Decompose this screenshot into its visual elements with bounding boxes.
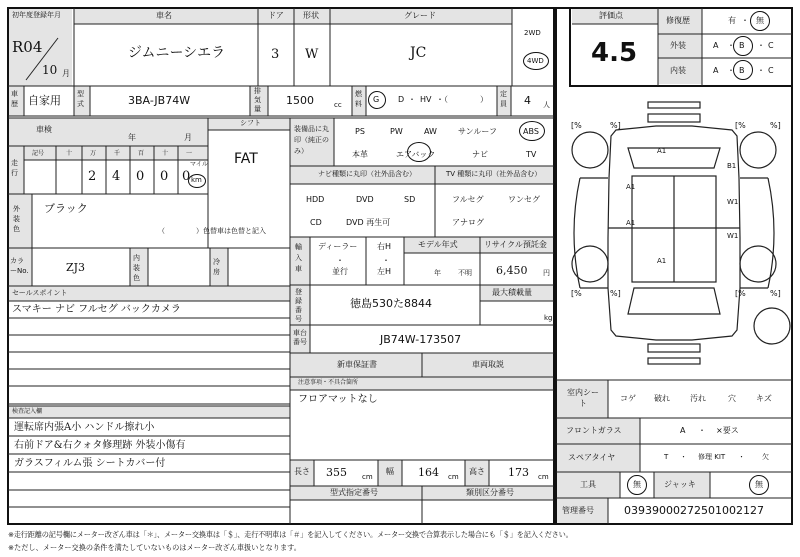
month-unit: 月	[62, 69, 70, 78]
diagram-bracket: [%	[571, 289, 582, 298]
exterior-label: 外装	[670, 41, 686, 50]
cooler-label: 冷房	[213, 258, 220, 276]
manual-label: 車両取説	[472, 360, 504, 369]
chassis-value: JB74W-173507	[380, 333, 462, 346]
unit-mile: マイル	[190, 161, 208, 168]
shift-value: FAT	[234, 151, 258, 167]
windshield-label: フロントガラス	[566, 426, 622, 435]
displacement-value: 1500	[286, 94, 314, 107]
mgmt-value: 03939000272501002127	[624, 504, 764, 517]
color-paren: （	[158, 227, 165, 235]
wheel-front-right	[740, 132, 776, 168]
sales-point-label: セールスポイント	[12, 289, 68, 297]
door-value: 3	[271, 47, 280, 62]
navi-label: ナビ種類に丸印（社外品含む）	[318, 170, 416, 178]
first-reg-year: R04	[12, 38, 43, 56]
shape-value: W	[305, 47, 319, 62]
mileage-digit: 0	[182, 169, 191, 184]
damage-mark: A1	[626, 183, 636, 191]
grade-value: JC	[410, 45, 427, 61]
inspector-line: ガラスフィルム張 シートカバー付	[14, 458, 166, 469]
interior-label: 内装色	[133, 254, 140, 282]
inspection-month-unit: 月	[184, 133, 192, 142]
fuel-g: G	[373, 95, 380, 104]
inspector-label: 検査記入欄	[12, 408, 43, 415]
fuel-d: D	[398, 95, 405, 104]
usage-label: 車歴	[11, 90, 18, 108]
repair-label: 修復歴	[666, 16, 690, 25]
width-label: 幅	[386, 467, 394, 476]
wheel-rear-left	[572, 246, 608, 282]
footer-note-2: ※ただし、メーター交換の条件を満たしていないものはメーター改ざん車扱いとなります。	[8, 543, 301, 552]
length-value: 355	[326, 466, 347, 479]
mileage-digit: 0	[136, 169, 145, 184]
import-label: 輸入車	[295, 243, 302, 273]
eval-label: 評価点	[599, 11, 623, 20]
reg-no-value: 徳島530た8844	[350, 297, 432, 310]
capacity-value: 4	[524, 94, 531, 107]
sales-point-value: スマキー ナビ フルセグ バックカメラ	[12, 304, 181, 315]
car-name-label: 車名	[156, 11, 172, 20]
chassis-label: 車台番号	[293, 329, 307, 346]
reg-no-label: 登録番号	[295, 288, 302, 323]
inspector-line: 運転席内張A小 ハンドル擦れ小	[14, 422, 155, 433]
car-outline	[574, 102, 774, 364]
drive-2wd: 2WD	[524, 29, 541, 37]
displacement-label: 排気量	[254, 87, 261, 113]
drive-4wd: 4WD	[527, 57, 544, 65]
tools-value: 無	[633, 480, 641, 489]
color-label: 外装色	[13, 205, 20, 233]
fuel-label: 燃料	[355, 90, 362, 108]
max-load-label: 最大積載量	[492, 288, 532, 297]
capacity-label: 定員	[500, 90, 507, 108]
grade-label: グレード	[404, 11, 436, 20]
warranty-label: 新車保証書	[337, 360, 377, 369]
footer-note-1: ※走行距離の記号欄にメーター改ざん車は「＊」、メーター交換車は「＄」、走行不明車は「＃」を記入してください。メーター交換で合算表示した場合にも「＄」を記入ください。	[8, 530, 573, 539]
jack-label: ジャッキ	[664, 480, 696, 489]
fuel-hv: HV	[420, 95, 432, 104]
usage-value: 自家用	[28, 94, 61, 107]
model-year-label: モデル年式	[418, 240, 458, 249]
diagram-bracket: %]	[610, 121, 621, 130]
inspector-line: 右前ドア&右クォタ修理跡 外装小傷有	[14, 440, 186, 451]
shift-label: シフト	[240, 119, 261, 127]
interior-grade-label: 内装	[670, 66, 686, 75]
model-label: 型式	[77, 90, 84, 108]
diagram-bracket: [%	[571, 121, 582, 130]
diagram-bracket: [%	[735, 121, 746, 130]
car-name: ジムニーシエラ	[128, 45, 226, 61]
shape-label: 形状	[303, 11, 319, 20]
color-no-value: ZJ3	[66, 261, 86, 274]
repair-yes: 有	[728, 16, 736, 25]
tools-label: 工具	[580, 480, 596, 489]
width-value: 164	[418, 466, 439, 479]
mileage-label: 走行	[11, 159, 18, 177]
tv-label: TV 種類に丸印（社外品含む）	[446, 170, 542, 178]
damage-mark: A1	[657, 257, 667, 265]
color-change-note: ）色替車は色替と記入	[196, 227, 266, 235]
diagram-bracket: %]	[610, 289, 621, 298]
diagram-bracket: %]	[770, 289, 781, 298]
diagram-bracket: [%	[735, 289, 746, 298]
fuel-other: ・（	[436, 95, 448, 104]
length-label: 長さ	[294, 467, 310, 476]
damage-mark: A1	[657, 147, 667, 155]
damage-mark: W1	[727, 198, 739, 206]
color-no-label: カラーNo.	[10, 257, 29, 275]
model-value: 3BA-JB74W	[128, 94, 191, 107]
auction-sheet: 初年度登録年月 R04 10 月 車名 ジムニーシエラ ドア 3 形状 W グレード JC 2WD 4WD 車歴 自家用 型式 3BA-JB74W 排気量 1500 cc 燃料 G D ・ HV ・（ ） 定員 4 人 車検 年 月 シフト FAT 走行 記号 十 万 千 百 十 一 2 4 0 0 0 マイル km 外装色 ブラック （ ）色替車は色替と記入 カラーNo. ZJ3 内装色 冷房 セールスポイント スマキー ナビ フルセグ バックカメラ 検査記入欄 運転席内張A小 ハンドル擦れ小 右前ドア&右クォタ修理跡 外装小傷有 ガラスフィルム張 シートカバー付 装備品に丸印（純正のみ） PS PW AW サンルーフ ABS 本革 エアバック ナビ TV ナビ種類に丸印（社外品含む） HDD DVD SD CD DVD 再生可 TV 種類に丸印（社外品含む） フルセグ ワンセグ アナログ 輸入車 ディーラー ・ 並行 右H ・ 左H モデル年式 年 不明 リサイクル預託金 6,450 円 登録番号 徳島530た8844 最大積載量 kg 車台番号 JB74W-173507 新車保証書 車両取説 注意事項・不具合箇所 フロアマットなし 長さ 355 cm 幅 164 cm 高さ 173 cm 型式指定番号 類別区分番号 評価点 4.5 修復歴 有 ・ 無 外装 A ・ B ・ C 内装 A ・ B ・ C [% %] [% %] [% %] [% %] A1 A1 B1 W1 A1 W1 A1 室内シート コゲ 破れ 汚れ 穴 キズ フロントガラス A ・ ×要ス スペアタイヤ T ・ 修理 KIT ・ 欠 工具 無 ジャッキ 無 管理番号 03939000272501002127 ※走行距離の記号欄にメーター改ざん車は「＊」、メーター交換車は「＄」、走行不明車は「＃」を記入してください。メーター交換で合算表示した場合にも「＄」を記入ください。 ※ただし、メーター交換の条件を満たしていないものはメーター改ざん車扱いとなります。	[0, 0, 800, 557]
color-value: ブラック	[44, 202, 88, 215]
mgmt-label: 管理番号	[562, 506, 594, 515]
recycle-value: 6,450	[496, 264, 528, 277]
jack-value: 無	[755, 480, 763, 489]
type-designation-label: 型式指定番号	[330, 488, 378, 497]
first-reg-label: 初年度登録年月	[12, 11, 61, 19]
displacement-unit: cc	[334, 101, 342, 109]
notes-label: 注意事項・不具合箇所	[298, 379, 359, 386]
notes-value: フロアマットなし	[298, 394, 378, 405]
spare-label: スペアタイヤ	[568, 453, 616, 462]
damage-mark: A1	[626, 219, 636, 227]
diagram-bracket: %]	[770, 121, 781, 130]
repair-no: 無	[756, 16, 764, 25]
door-label: ドア	[268, 11, 284, 20]
damage-mark: W1	[727, 232, 739, 240]
mileage-digit: 4	[112, 169, 121, 184]
car-diagram	[556, 88, 792, 378]
eval-score: 4.5	[591, 38, 638, 68]
seat-label: 室内シート	[567, 388, 599, 408]
mileage-digit: 2	[88, 169, 97, 184]
inspection-label: 車検	[36, 125, 52, 134]
fuel-close: ）	[480, 95, 488, 104]
first-reg-month: 10	[42, 63, 58, 77]
spare-wheel	[754, 308, 790, 344]
damage-mark: B1	[727, 162, 737, 170]
capacity-unit: 人	[543, 101, 550, 109]
wheel-rear-right	[740, 246, 776, 282]
equipment-label: 装備品に丸印（純正のみ）	[294, 125, 329, 155]
unit-km: km	[191, 176, 202, 184]
inspection-year-unit: 年	[128, 133, 136, 142]
height-label: 高さ	[469, 467, 485, 476]
class-designation-label: 類別区分番号	[466, 488, 514, 497]
wheel-front-left	[572, 132, 608, 168]
height-value: 173	[508, 466, 529, 479]
mileage-digit: 0	[160, 169, 169, 184]
recycle-label: リサイクル預託金	[484, 240, 547, 249]
